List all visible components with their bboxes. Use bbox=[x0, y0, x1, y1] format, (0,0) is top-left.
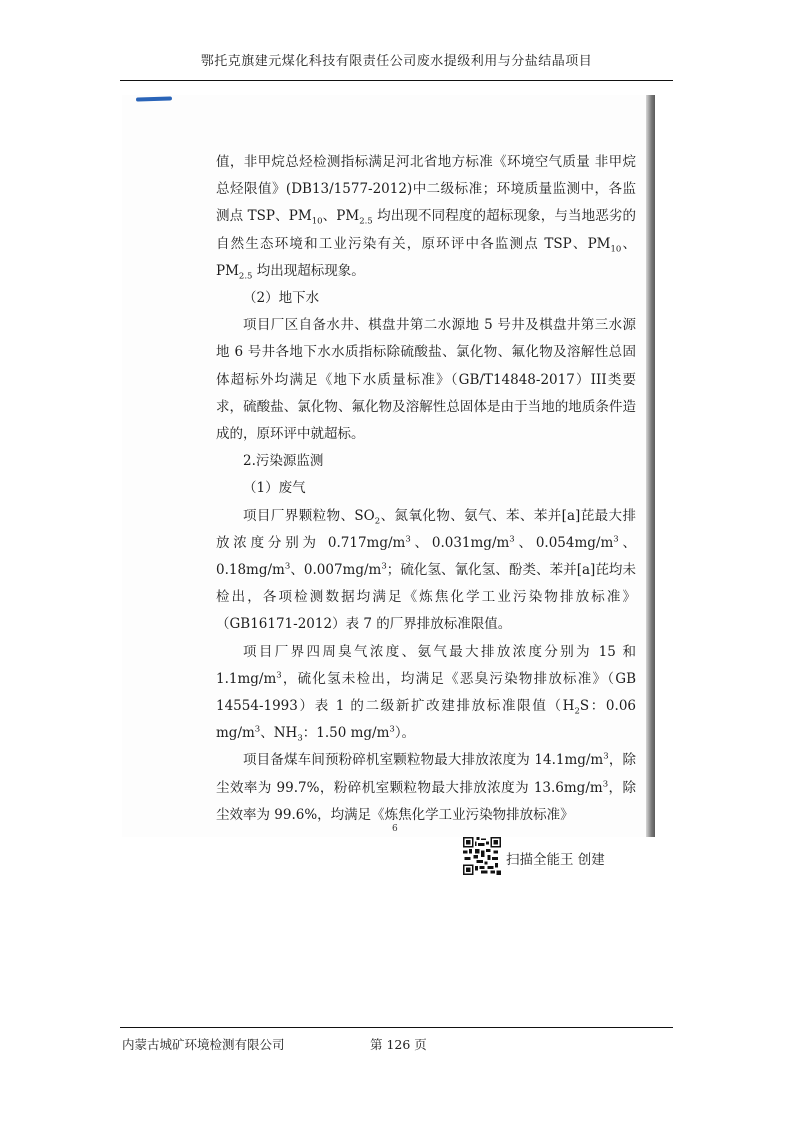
heading-pollution-monitoring: 2.污染源监测 bbox=[243, 453, 324, 470]
footer-divider bbox=[120, 1027, 673, 1028]
paragraph-air-quality: 值，非甲烷总烃检测指标满足河北省地方标准《环境空气质量 非甲烷总烃限值》(DB13/1577-2012)中二级标准；环境质量监测中，各监测点 TSP、$PM_{10}$、$PM_{2.5}$ 均出现不同程度的超标现象，与当地恶劣的自然生态环境和工业污染有关，原环评中各监测点 TSP、$PM_{10}$、$PM_{2.5}$ 均出现超标现象。 bbox=[216, 154, 636, 282]
scanned-body-text bbox=[216, 149, 636, 829]
heading-waste-gas: （1）废气 bbox=[243, 480, 306, 497]
footer-company: 内蒙古城矿环境检测有限公司 bbox=[122, 1037, 285, 1052]
paragraph-coal-preparation: 项目备煤车间预粉碎机室颗粒物最大排放浓度为 $14.1mg/m^3$，除尘效率为 99.7%，粉碎机室颗粒物最大排放浓度为 $13.6mg/m^3$，除尘效率为 99.6%，均满足《炼焦化学工业污染物排放标准》 bbox=[216, 751, 637, 823]
paragraph-odor-emissions: 项目厂界四周臭气浓度、氨气最大排放浓度分别为 15 和 $1.1mg/m^3$，硫化氢未检出，均满足《恶臭污染物排放标准》（GB 14554-1993）表 1 的二级新扩改建排放标准限值（$H_2S$：0.06 $mg/m^3$、$NH_3$：1.50 $mg/m^3$）。 bbox=[216, 643, 636, 744]
document-header-title: 鄂托克旗建元煤化科技有限责任公司废水提级利用与分盐结晶项目 bbox=[200, 54, 593, 69]
qr-code-icon bbox=[463, 837, 501, 875]
scan-edge-shadow bbox=[646, 95, 655, 837]
inner-page-number: 6 bbox=[392, 824, 398, 834]
header-divider bbox=[120, 80, 673, 81]
paragraph-boundary-emissions: 项目厂界颗粒物、$SO_2$、氮氧化物、氨气、苯、苯并[a]芘最大排放浓度分别为 $0.717mg/m^3$、$0.031mg/m^3$、$0.054mg/m^3$、$0.18mg/m^3$、$0.007mg/m^3$；硫化氢、氰化氢、酚类、苯并[a]芘均未检出，各项检测数据均满足《炼焦化学工业污染物排放标准》（GB16171-2012）表 7 的厂界排放标准限值。 bbox=[216, 507, 636, 633]
scan-pen-mark bbox=[136, 96, 172, 101]
paragraph-groundwater: 项目厂区自备水井、棋盘井第二水源地 5 号井及棋盘井第三水源地 6 号井各地下水水质指标除硫酸盐、氯化物、氟化物及溶解性总固体超标外均满足《地下水质量标准》（GB/T14848-2017）III类要求，硫酸盐、氯化物、氟化物及溶解性总固体是由于当地的地质条件造成的，原环评中就超标。 bbox=[216, 317, 636, 443]
scanner-app-watermark: 扫描全能王 创建 bbox=[506, 852, 605, 868]
heading-groundwater: （2）地下水 bbox=[243, 290, 320, 307]
footer-page-number: 第 126 页 bbox=[370, 1037, 427, 1052]
scanned-page bbox=[122, 95, 655, 837]
